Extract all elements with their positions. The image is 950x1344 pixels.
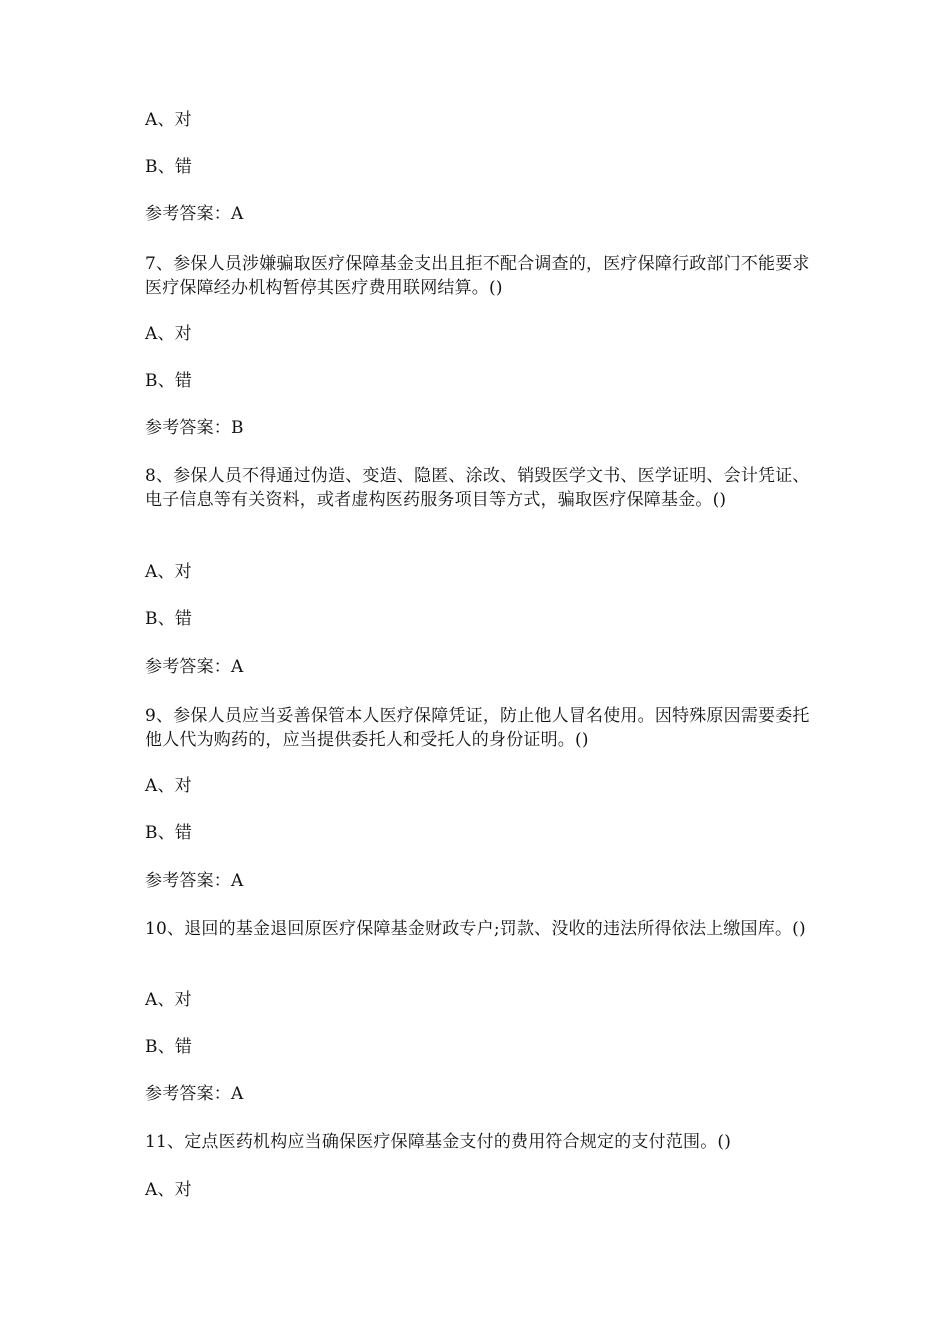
option-b: B、错	[145, 609, 193, 629]
option-a: A、对	[145, 990, 192, 1010]
option-a: A、对	[145, 324, 192, 344]
option-a: A、对	[145, 776, 192, 796]
question-8: 8、参保人员不得通过伪造、变造、隐匿、涂改、销毁医学文书、医学证明、会计凭证、电子信息等有关资料，或者虚构医药服务项目等方式，骗取医疗保障基金。()	[145, 466, 810, 510]
question-10: 10、退回的基金退回原医疗保障基金财政专户;罚款、没收的违法所得依法上缴国库。()	[145, 919, 806, 939]
reference-answer: 参考答案：A	[145, 657, 244, 677]
question-9: 9、参保人员应当妥善保管本人医疗保障凭证，防止他人冒名使用。因特殊原因需要委托他人代为购药的，应当提供委托人和受托人的身份证明。()	[145, 706, 810, 750]
reference-answer: 参考答案：A	[145, 204, 244, 224]
option-b: B、错	[145, 1037, 193, 1057]
option-a: A、对	[145, 1180, 192, 1200]
option-b: B、错	[145, 157, 193, 177]
question-11: 11、定点医药机构应当确保医疗保障基金支付的费用符合规定的支付范围。()	[145, 1132, 732, 1152]
option-b: B、错	[145, 823, 193, 843]
reference-answer: 参考答案：A	[145, 871, 244, 891]
option-b: B、错	[145, 371, 193, 391]
reference-answer: 参考答案：A	[145, 1084, 244, 1104]
question-7: 7、参保人员涉嫌骗取医疗保障基金支出且拒不配合调查的，医疗保障行政部门不能要求医疗保障经办机构暂停其医疗费用联网结算。()	[145, 254, 810, 298]
reference-answer: 参考答案：B	[145, 418, 244, 438]
option-a: A、对	[145, 110, 192, 130]
option-a: A、对	[145, 562, 192, 582]
